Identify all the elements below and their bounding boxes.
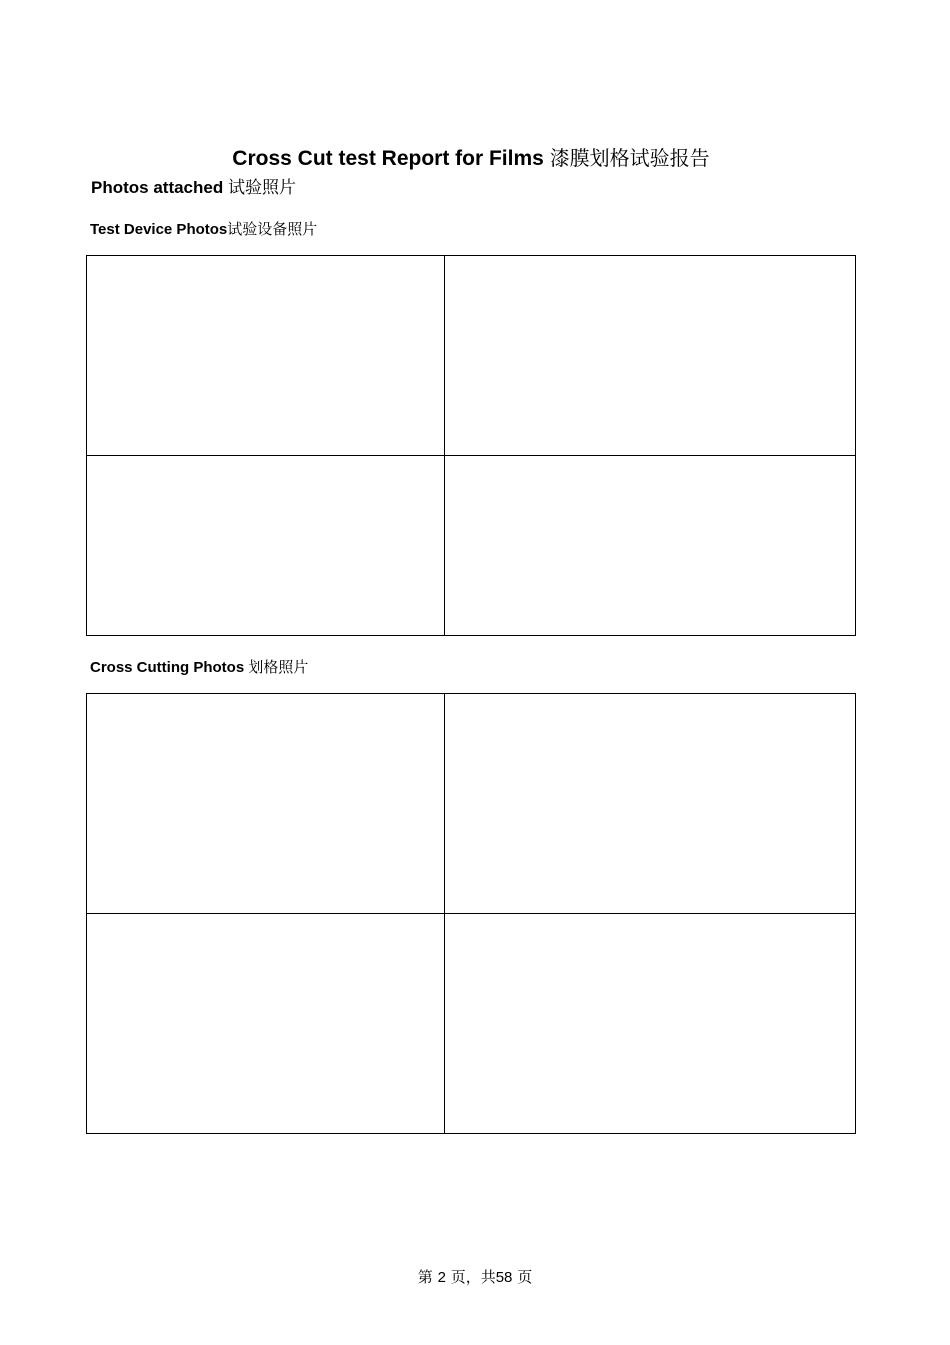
photo-cell [87,256,445,456]
cross-cutting-photos-grid [86,693,856,1134]
photo-cell [445,256,856,456]
cross-cutting-photos-label-en: Cross Cutting Photos [90,659,245,676]
page-title-en: Cross Cut test Report for Films [232,147,544,170]
footer-prefix: 第 [417,1268,433,1286]
photo-cell [445,456,856,636]
test-device-photos-label [90,219,317,240]
footer-page-number: 2 [437,1269,446,1286]
photo-cell [87,694,445,914]
photo-cell [445,694,856,914]
page-title [0,144,942,173]
photos-attached-heading [91,176,296,200]
test-device-photos-label-en: Test Device Photos [90,221,228,238]
footer-mid: 页，共 [450,1268,496,1286]
test-device-photos-label-cn: 试验设备照片 [227,220,318,238]
cross-cutting-photos-label-cn: 划格照片 [248,658,309,676]
photo-cell [445,914,856,1134]
photo-cell [87,914,445,1134]
photo-cell [87,456,445,636]
photos-attached-en: Photos attached [91,178,224,197]
footer-suffix: 页 [517,1268,533,1286]
page-title-cn: 漆膜划格试验报告 [549,146,710,170]
test-device-photos-grid [86,255,856,636]
page-footer [0,1266,950,1289]
footer-total-pages: 58 [495,1269,513,1286]
cross-cutting-photos-label [90,657,308,678]
photos-attached-cn: 试验照片 [227,178,296,198]
